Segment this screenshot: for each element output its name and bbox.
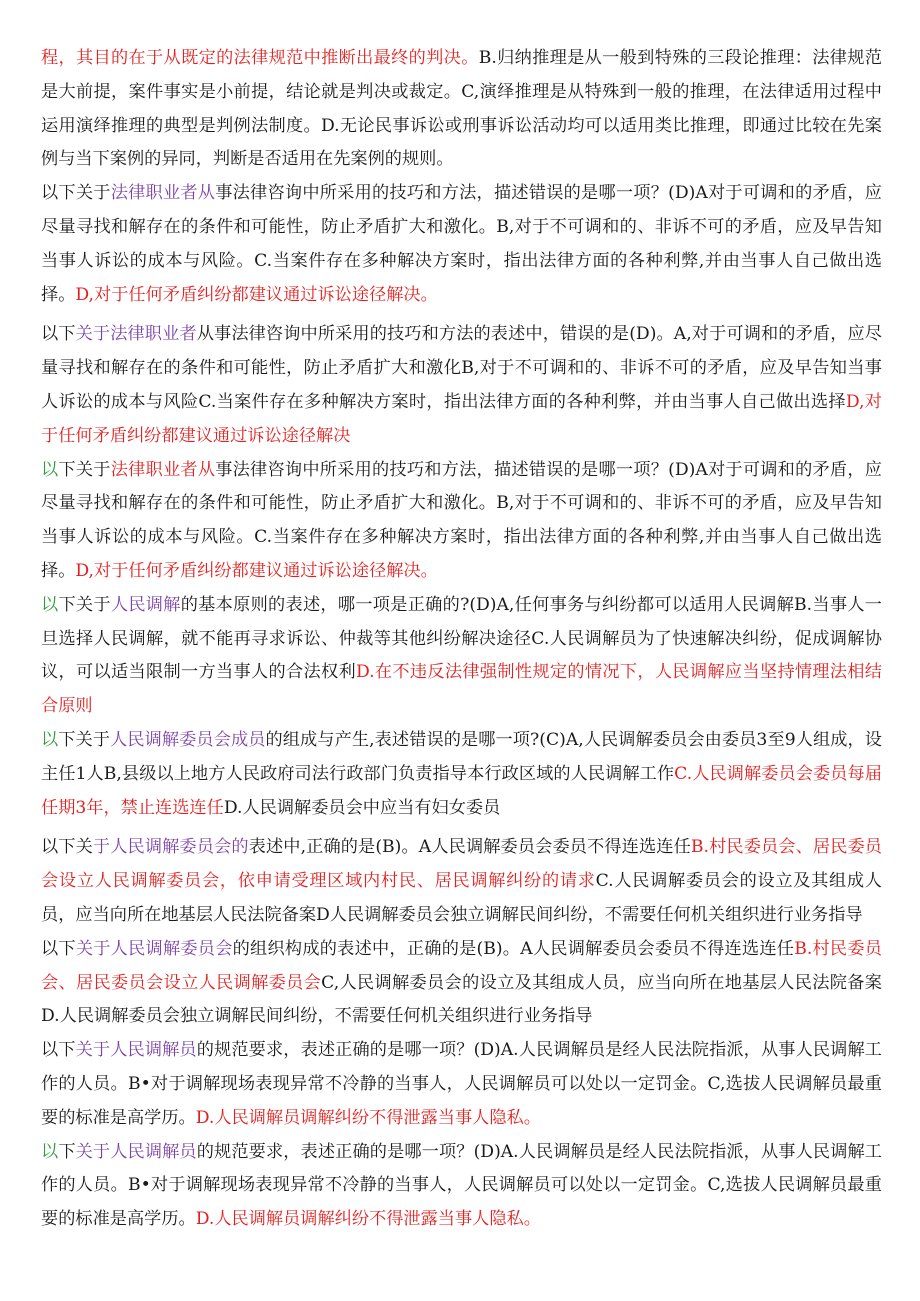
- text-span: 以下: [41, 938, 76, 959]
- text-span: 法律职业者从: [110, 459, 216, 480]
- text-span: 表述中,正确的是(B)。A人民调解委员会委员不得连选连任: [248, 837, 691, 858]
- text-span: C,人民调解委员会的设立及其组成人员，应当向所在地基层人民法院备案D.人民调解委员会独立调解民间纠纷，不需要任何机关组织进行业务指导: [41, 972, 882, 1027]
- text-span: 人民调解: [110, 594, 181, 615]
- text-span: D,对于任何矛盾纠纷都建议通过诉讼途径解决。: [75, 560, 438, 581]
- paragraph-4: [41, 454, 882, 589]
- text-span: 以下关于: [41, 183, 111, 204]
- text-span: 以: [41, 1141, 59, 1162]
- text-span: B.归纳推理是从一般到特殊的三段论推理：法律规范是大前提，案件事实是小前提，结论就是判决或裁定。C,演绎推理是从特殊到一般的推理，在法律适用过程中运用演绎推理的典型是判例法制度。D.无论民事诉讼或刑事诉讼活动均可以适用类比推理，即通过比较在先案例与当下案例的异同，判断是否适用在先案例的规则。: [41, 48, 882, 170]
- text-span: 关于法律职业者: [75, 324, 197, 345]
- text-span: 以下关: [41, 837, 93, 858]
- text-span: 的规范要求，表述正确的是哪一项？(D)A.人民调解员是经人民法院指派，从事人民调解工作的人员。B•对于调解现场表现异常不冷静的当事人，人民调解员可以处以一定罚金。C,选拔人民调解员最重要的标准是高学历。: [41, 1040, 882, 1128]
- text-span: 以: [41, 459, 59, 480]
- text-span: 以: [41, 594, 59, 615]
- text-span: 于人民调解委员会的: [92, 837, 249, 858]
- text-span: 关于人民调解委员会: [75, 938, 233, 959]
- text-span: 的基本原则的表述，哪一项是正确的?(D)A,任何事务与纠纷都可以适用人民调解B.当事人一旦选择人民调解，就不能再寻求诉讼、仲裁等其他纠纷解决途径C.人民调解员为了快速解决纠纷，促成调解协议，可以适当限制一方当事人的合法权利: [41, 594, 882, 683]
- text-span: 以: [41, 729, 59, 750]
- text-span: D.人民调解员调解纠纷不得泄露当事人隐私。: [195, 1209, 541, 1230]
- text-span: 事法律咨询中所采用的技巧和方法，描述错误的是哪一项？(D)A对于可调和的矛盾，应尽量寻找和解存在的条件和可能性，防止矛盾扩大和激化。B,对于不可调和的、非诉不可的矛盾，应及早告知当事人诉讼的成本与风险。C.当案件存在多种解决方案时，指出法律方面的各种利弊,并由当事人自己做出选择。: [41, 183, 882, 305]
- text-span: 下关于: [58, 729, 111, 750]
- text-span: 人民调解委员会成员: [110, 729, 266, 750]
- text-span: 下: [58, 1141, 76, 1162]
- paragraph-8: [41, 933, 882, 1034]
- text-span: 下关于: [58, 459, 111, 480]
- text-span: 事法律咨询中所采用的技巧和方法，描述错误的是哪一项？(D)A对于可调和的矛盾，应尽量寻找和解存在的条件和可能性，防止矛盾扩大和激化。B,对于不可调和的、非诉不可的矛盾，应及早告知当事人诉讼的成本与风险。C.当案件存在多种解决方案时，指出法律方面的各种利弊,并由当事人自己做出选择。: [41, 459, 882, 581]
- text-span: D,对于任何矛盾纠纷都建议通过诉讼途径解决: [41, 391, 882, 446]
- text-span: D,对于任何矛盾纠纷都建议通过诉讼途径解决。: [75, 284, 438, 305]
- text-span: C.人民调解委员会委员每届任期3年，禁止连选连任: [41, 763, 882, 818]
- text-span: B.村民委员会、居民委员会设立人民调解委员会: [41, 938, 882, 993]
- paragraph-6: [41, 724, 882, 825]
- paragraph-7: [41, 831, 882, 932]
- text-span: 的规范要求，表述正确的是哪一项？(D)A.人民调解员是经人民法院指派，从事人民调解工作的人员。B•对于调解现场表现异常不冷静的当事人，人民调解员可以处以一定罚金。C,选拔人民调解员最重要的标准是高学历。: [41, 1141, 882, 1230]
- text-span: 的组成与产生,表述错误的是哪一项?(C)A,人民调解委员会由委员3至9人组成，设主任1人B,县级以上地方人民政府司法行政部门负责指导本行政区域的人民调解工作: [41, 729, 882, 784]
- text-span: B.村民委员会、居民委员会设立人民调解委员会，依申请受理区域内村民、居民调解纠纷的请求: [41, 837, 882, 892]
- paragraph-9: [41, 1034, 882, 1135]
- text-span: D.人民调解委员会中应当有妇女委员: [223, 797, 501, 818]
- text-span: D.在不违反法律强制性规定的情况下，人民调解应当坚持情理法相结合原则: [41, 662, 882, 717]
- text-span: 的组织构成的表述中，正确的是(B)。A人民调解委员会委员不得连选连任: [232, 938, 795, 959]
- text-span: 关于人民调解员: [75, 1141, 197, 1162]
- text-span: D.人民调解员调解纠纷不得泄露当事人隐私。: [195, 1107, 541, 1128]
- text-span: 从事法律咨询中所采用的技巧和方法的表述中，错误的是(D)。A,对于可调和的矛盾，应尽量寻找和解存在的条件和可能性，防止矛盾扩大和激化B,对于不可调和的、非诉不可的矛盾，应及早告知当事人诉讼的成本与风险C.当案件存在多种解决方案时，指出法律方面的各种利弊，并由当事人自己做出选择: [41, 324, 882, 412]
- paragraph-2: [41, 177, 882, 312]
- text-span: 以下: [41, 1040, 76, 1061]
- text-span: 程，其目的在于从既定的法律规范中推断出最终的判决。: [41, 48, 479, 68]
- paragraph-10: [41, 1136, 882, 1237]
- text-span: C.人民调解委员会的设立及其组成人员，应当向所在地基层人民法院备案D人民调解委员会独立调解民间纠纷，不需要任何机关组织进行业务指导: [41, 871, 882, 925]
- text-span: 以下: [41, 324, 76, 345]
- text-span: 关于人民调解员: [75, 1040, 197, 1061]
- paragraph-3: [41, 318, 882, 453]
- paragraph-1: [41, 42, 882, 177]
- paragraph-5: [41, 589, 882, 724]
- text-span: 法律职业者从: [110, 183, 216, 204]
- text-span: 下关于: [58, 594, 111, 615]
